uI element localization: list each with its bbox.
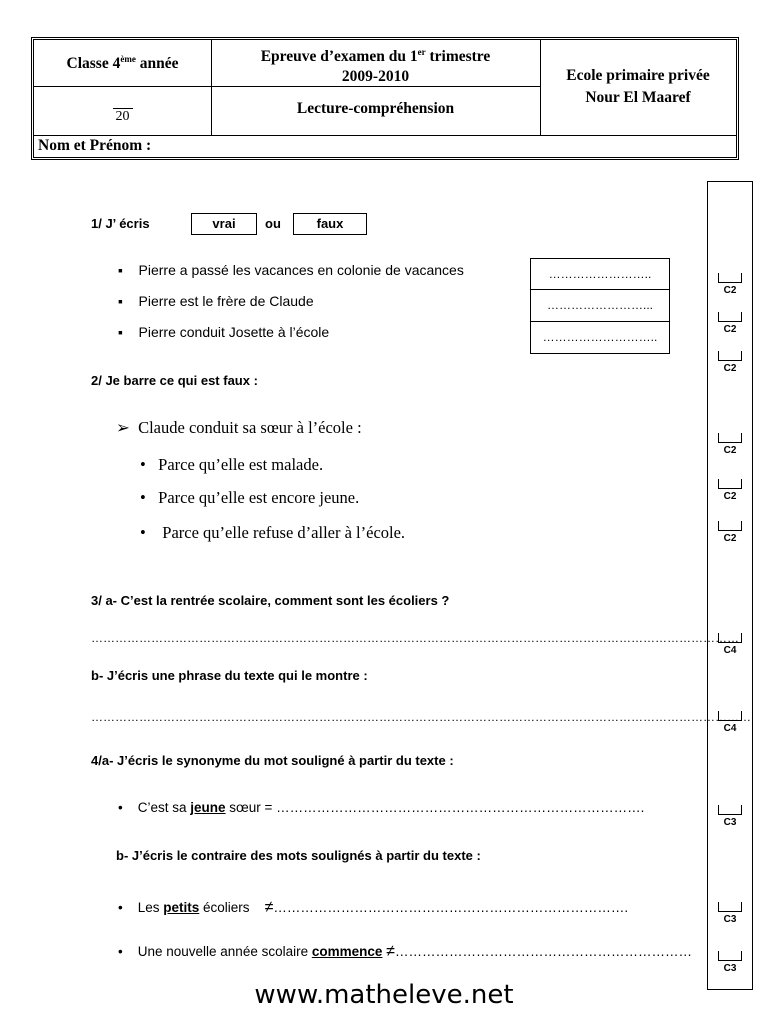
marks-column (707, 181, 753, 990)
q4b-title: b- J’écris le contraire des mots soulignés à partir du texte : (116, 848, 481, 863)
mark-slot: C2 (714, 351, 746, 374)
subject-title: Lecture-compréhension (296, 100, 455, 117)
q2-option[interactable]: • Parce qu’elle est encore jeune. (140, 488, 360, 507)
q2-option[interactable]: • Parce qu’elle est malade. (140, 455, 324, 474)
q4a-title: 4/a- J’écris le synonyme du mot souligné à partir du texte : (91, 753, 454, 768)
vrai-box: vrai (191, 213, 257, 235)
mark-slot: C3 (714, 805, 746, 828)
header-table (31, 37, 739, 160)
q4b-item-2: • Une nouvelle année scolaire commence ≠………………………………………………………… (118, 943, 692, 960)
answer-line-4a[interactable]: ………………………………………………………………………. (276, 800, 645, 815)
answer-line-3b[interactable]: ………………………………………………………………………………………………………………………………………………… (91, 710, 751, 724)
mark-slot: C2 (714, 479, 746, 502)
answer-box-3[interactable]: ……………………….. (530, 321, 670, 354)
answer-box-1[interactable]: …………………….. (530, 258, 670, 290)
footer-url[interactable]: www.matheleve.net (254, 980, 514, 1010)
answer-box-2[interactable]: ……………………... (530, 289, 670, 322)
mark-slot: C2 (714, 273, 746, 296)
mark-slot: C3 (714, 902, 746, 925)
mark-slot: C2 (714, 433, 746, 456)
exam-title: Epreuve d’examen du 1er trimestre 2009-2010 (260, 47, 491, 86)
faux-box: faux (293, 213, 367, 235)
answer-line-4b2[interactable]: ………………………………………………………… (394, 944, 692, 959)
q2-option[interactable]: • Parce qu’elle refuse d’aller à l’école. (140, 523, 406, 542)
answer-line-3a[interactable]: ……………………………………………………………………………………………………………………………………………… (91, 631, 739, 645)
q3b-title: b- J’écris une phrase du texte qui le montre : (91, 668, 368, 683)
mark-slot: C2 (714, 312, 746, 335)
ou-label: ou (265, 216, 281, 231)
mark-slot: C4 (714, 711, 746, 734)
answer-line-4b1[interactable]: ……………………………………………………………………. (273, 900, 629, 915)
q2-title: 2/ Je barre ce qui est faux : (91, 373, 258, 388)
q3a-title: 3/ a- C’est la rentrée scolaire, comment sont les écoliers ? (91, 593, 450, 608)
mark-slot: C3 (714, 951, 746, 974)
not-equal-icon: ≠ (264, 899, 274, 916)
not-equal-icon: ≠ (386, 943, 395, 960)
q4a-item: • C’est sa jeune sœur = ………………………………………………………………………. (118, 800, 645, 815)
mark-slot: C4 (714, 633, 746, 656)
q4b-item-1: • Les petits écoliers ≠……………………………………………………………………. (118, 899, 629, 916)
q1-title: 1/ J’ écris (91, 216, 150, 231)
score-box: 20 (34, 98, 211, 125)
mark-slot: C2 (714, 521, 746, 544)
q2-lead: ➢ Claude conduit sa sœur à l’école : (116, 418, 362, 437)
name-label: Nom et Prénom : (38, 137, 152, 154)
list-item: ▪ Pierre est le frère de Claude (118, 293, 314, 309)
list-item: ▪ Pierre conduit Josette à l’école (118, 324, 330, 340)
list-item: ▪ Pierre a passé les vacances en colonie de vacances (118, 262, 464, 278)
school-name: Ecole primaire privée Nour El Maaref (566, 67, 710, 106)
class-label: Classe 4ème année (66, 54, 179, 73)
